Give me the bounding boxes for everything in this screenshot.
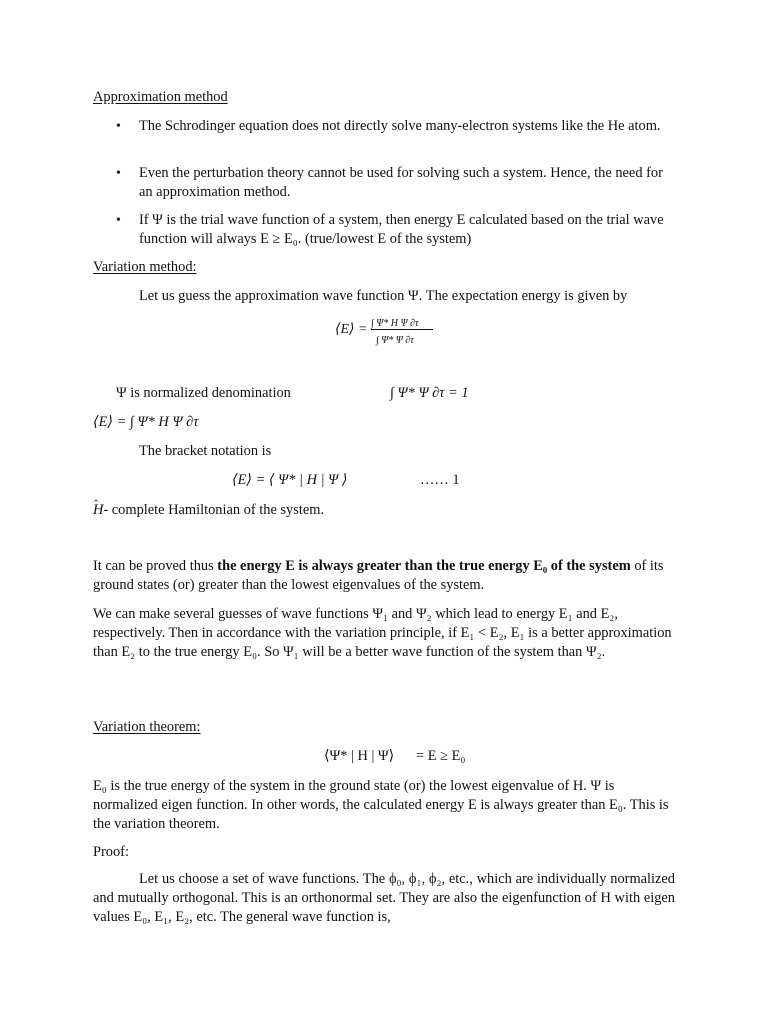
equation-numerator: ∫ Ψ* H Ψ ∂τ xyxy=(371,318,419,329)
heading-variation-method: Variation method: xyxy=(93,259,197,275)
normalization-equation: ∫ Ψ* Ψ ∂τ = 1 xyxy=(390,385,469,401)
fraction-bar xyxy=(371,329,433,330)
theorem-explanation-paragraph: E₀ is the true energy of the system in the ground state (or) the lowest eigenvalue of H. Ψ is normalized eigen function. In other words, the calculated energy E is always greater than E₀. This is the variation theorem. xyxy=(93,778,669,832)
heading-approximation-method: Approximation method xyxy=(93,89,228,105)
proof-statement-paragraph xyxy=(93,557,683,595)
hamiltonian-symbol: ˆ H xyxy=(93,502,103,518)
bullet-marker: • xyxy=(116,213,121,228)
bracket-intro-text: The bracket notation is xyxy=(139,443,272,459)
bullet-item-3: If Ψ is the trial wave function of a system, then energy E calculated based on the trial wave function will always E ≥ E₀. (true/lowest E of the system) xyxy=(139,212,664,247)
proof-statement-bold: the energy E is always greater than the true energy E₀ of the system xyxy=(217,558,631,574)
bullet-marker: • xyxy=(116,119,121,134)
proof-body-paragraph: Let us choose a set of wave functions. The ϕ₀, ϕ₁, ϕ₂, etc., which are individually normalized and mutually orthogonal. This is an orthonormal set. They are also the eigenfunction of H with eigen values E₀, E₁, E₂, etc. The general wave function is, xyxy=(93,871,675,925)
bracket-notation-equation: ⟨E⟩ = ⟨ Ψ* | H | Ψ ⟩ xyxy=(232,472,348,488)
theorem-equation-rhs: = E ≥ E₀ xyxy=(416,748,466,764)
wave-function-guesses-paragraph: We can make several guesses of wave functions Ψ₁ and Ψ₂ which lead to energy E₁ and E₂, respectively. Then in accordance with the variation principle, if E₁ < E₂, E₁ is a better approximation than E₂ to the true energy E₀. So Ψ₁ will be a better wave function of the system than Ψ₂. xyxy=(93,606,672,660)
equation-number: …… 1 xyxy=(420,472,460,488)
heading-variation-theorem: Variation theorem: xyxy=(93,719,201,735)
normalized-label: Ψ is normalized denomination xyxy=(116,385,291,401)
expectation-energy-equation xyxy=(335,314,445,348)
equation-lhs: ⟨E⟩ = xyxy=(335,322,368,337)
bullet-item-2: Even the perturbation theory cannot be used for solving such a system. Hence, the need for an approximation method. xyxy=(139,165,663,200)
theorem-equation-lhs: ⟨Ψ* | H | Ψ⟩ xyxy=(324,748,395,764)
simplified-energy-equation: ⟨E⟩ = ∫ Ψ* H Ψ ∂τ xyxy=(93,414,199,430)
proof-statement-lead: It can be proved thus xyxy=(93,558,218,574)
bullet-marker: • xyxy=(116,166,121,181)
variation-intro-text: Let us guess the approximation wave function Ψ. The expectation energy is given by xyxy=(139,288,628,304)
equation-denominator: ∫ Ψ* Ψ ∂τ xyxy=(376,335,414,346)
hamiltonian-note-text: - complete Hamiltonian of the system. xyxy=(103,502,325,518)
proof-statement-rest: of its ground states (or) greater than the lowest eigenvalues of the system. xyxy=(93,558,664,593)
proof-label: Proof: xyxy=(93,844,129,860)
hamiltonian-note xyxy=(93,501,324,520)
bullet-item-1: The Schrodinger equation does not directly solve many-electron systems like the He atom. xyxy=(139,118,661,134)
